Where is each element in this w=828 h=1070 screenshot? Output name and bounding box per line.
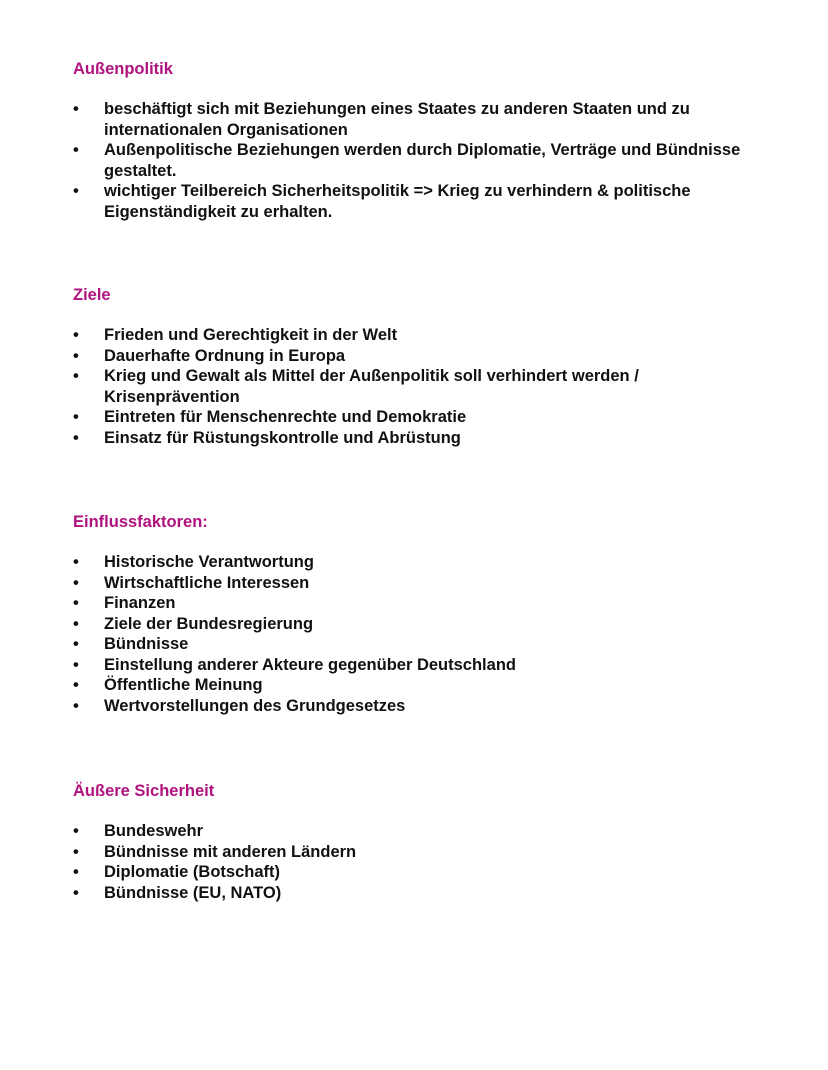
section-heading: Äußere Sicherheit	[73, 782, 215, 800]
list-item	[73, 655, 773, 676]
bullet-list	[73, 325, 773, 448]
list-item	[73, 821, 773, 842]
list-item-text: Ziele der Bundesregierung	[104, 614, 314, 633]
bullet-icon: •	[73, 346, 79, 365]
bullet-list	[73, 99, 773, 222]
bullet-icon: •	[73, 573, 79, 592]
bullet-icon: •	[73, 883, 79, 902]
bullet-icon: •	[73, 428, 79, 447]
list-item-text: Bündnisse mit anderen Ländern	[104, 842, 357, 861]
bullet-icon: •	[73, 635, 79, 653]
list-item-text: beschäftigt sich mit Beziehungen eines Staates zu anderen Staaten und zu internationalen Organisationen	[104, 100, 690, 139]
bullet-icon: •	[73, 141, 79, 159]
list-item-text: Einstellung anderer Akteure gegenüber Deutschland	[104, 655, 516, 674]
list-item	[73, 181, 773, 222]
list-item	[73, 573, 773, 594]
list-item-text: Finanzen	[104, 594, 176, 612]
list-item-text: Diplomatie (Botschaft)	[104, 863, 281, 881]
list-item	[73, 614, 773, 635]
section-einflussfaktoren	[73, 512, 773, 716]
list-item-text: Dauerhafte Ordnung in Europa	[104, 346, 346, 365]
bullet-icon: •	[73, 553, 79, 571]
section-aussenpolitik	[73, 59, 773, 222]
bullet-icon: •	[73, 655, 79, 674]
list-item	[73, 407, 773, 428]
list-item-text: Öffentliche Meinung	[104, 676, 263, 694]
list-item	[73, 842, 773, 863]
list-item-text: Eintreten für Menschenrechte und Demokratie	[104, 408, 467, 426]
list-item	[73, 675, 773, 696]
bullet-icon: •	[73, 182, 79, 200]
section-heading: Ziele	[73, 286, 111, 304]
section-heading: Einflussfaktoren:	[73, 513, 208, 531]
bullet-icon: •	[73, 408, 79, 426]
list-item	[73, 862, 773, 883]
bullet-list	[73, 552, 773, 716]
list-item	[73, 593, 773, 614]
list-item	[73, 634, 773, 655]
list-item-text: Einsatz für Rüstungskontrolle und Abrüstung	[104, 428, 461, 447]
bullet-icon: •	[73, 696, 79, 715]
list-item-text: Bündnisse (EU, NATO)	[104, 883, 282, 902]
bullet-icon: •	[73, 594, 79, 612]
list-item-text: Wertvorstellungen des Grundgesetzes	[104, 696, 406, 715]
bullet-icon: •	[73, 676, 79, 694]
list-item	[73, 140, 773, 181]
bullet-icon: •	[73, 822, 79, 840]
list-item	[73, 552, 773, 573]
list-item	[73, 99, 773, 140]
list-item	[73, 428, 773, 449]
bullet-icon: •	[73, 100, 79, 118]
list-item	[73, 325, 773, 346]
list-item-text: Frieden und Gerechtigkeit in der Welt	[104, 326, 398, 344]
list-item	[73, 883, 773, 904]
bullet-list	[73, 821, 773, 903]
bullet-icon: •	[73, 614, 79, 633]
list-item-text: Historische Verantwortung	[104, 553, 314, 571]
bullet-icon: •	[73, 842, 79, 861]
bullet-icon: •	[73, 863, 79, 881]
list-item-text: Wirtschaftliche Interessen	[104, 573, 310, 592]
list-item-text: Bundeswehr	[104, 822, 204, 840]
list-item	[73, 366, 773, 407]
section-aeussere-sicherheit	[73, 781, 773, 903]
list-item	[73, 696, 773, 717]
list-item	[73, 346, 773, 367]
bullet-icon: •	[73, 326, 79, 344]
section-heading: Außenpolitik	[73, 60, 173, 78]
list-item-text: wichtiger Teilbereich Sicherheitspolitik => Krieg zu verhindern & politische Eigenständigkeit zu erhalten.	[104, 182, 691, 221]
list-item-text: Außenpolitische Beziehungen werden durch Diplomatie, Verträge und Bündnisse gestaltet.	[104, 141, 741, 180]
list-item-text: Bündnisse	[104, 635, 189, 653]
list-item-text: Krieg und Gewalt als Mittel der Außenpolitik soll verhindert werden / Krisenprävention	[104, 367, 639, 406]
bullet-icon: •	[73, 367, 79, 385]
section-ziele	[73, 285, 773, 448]
